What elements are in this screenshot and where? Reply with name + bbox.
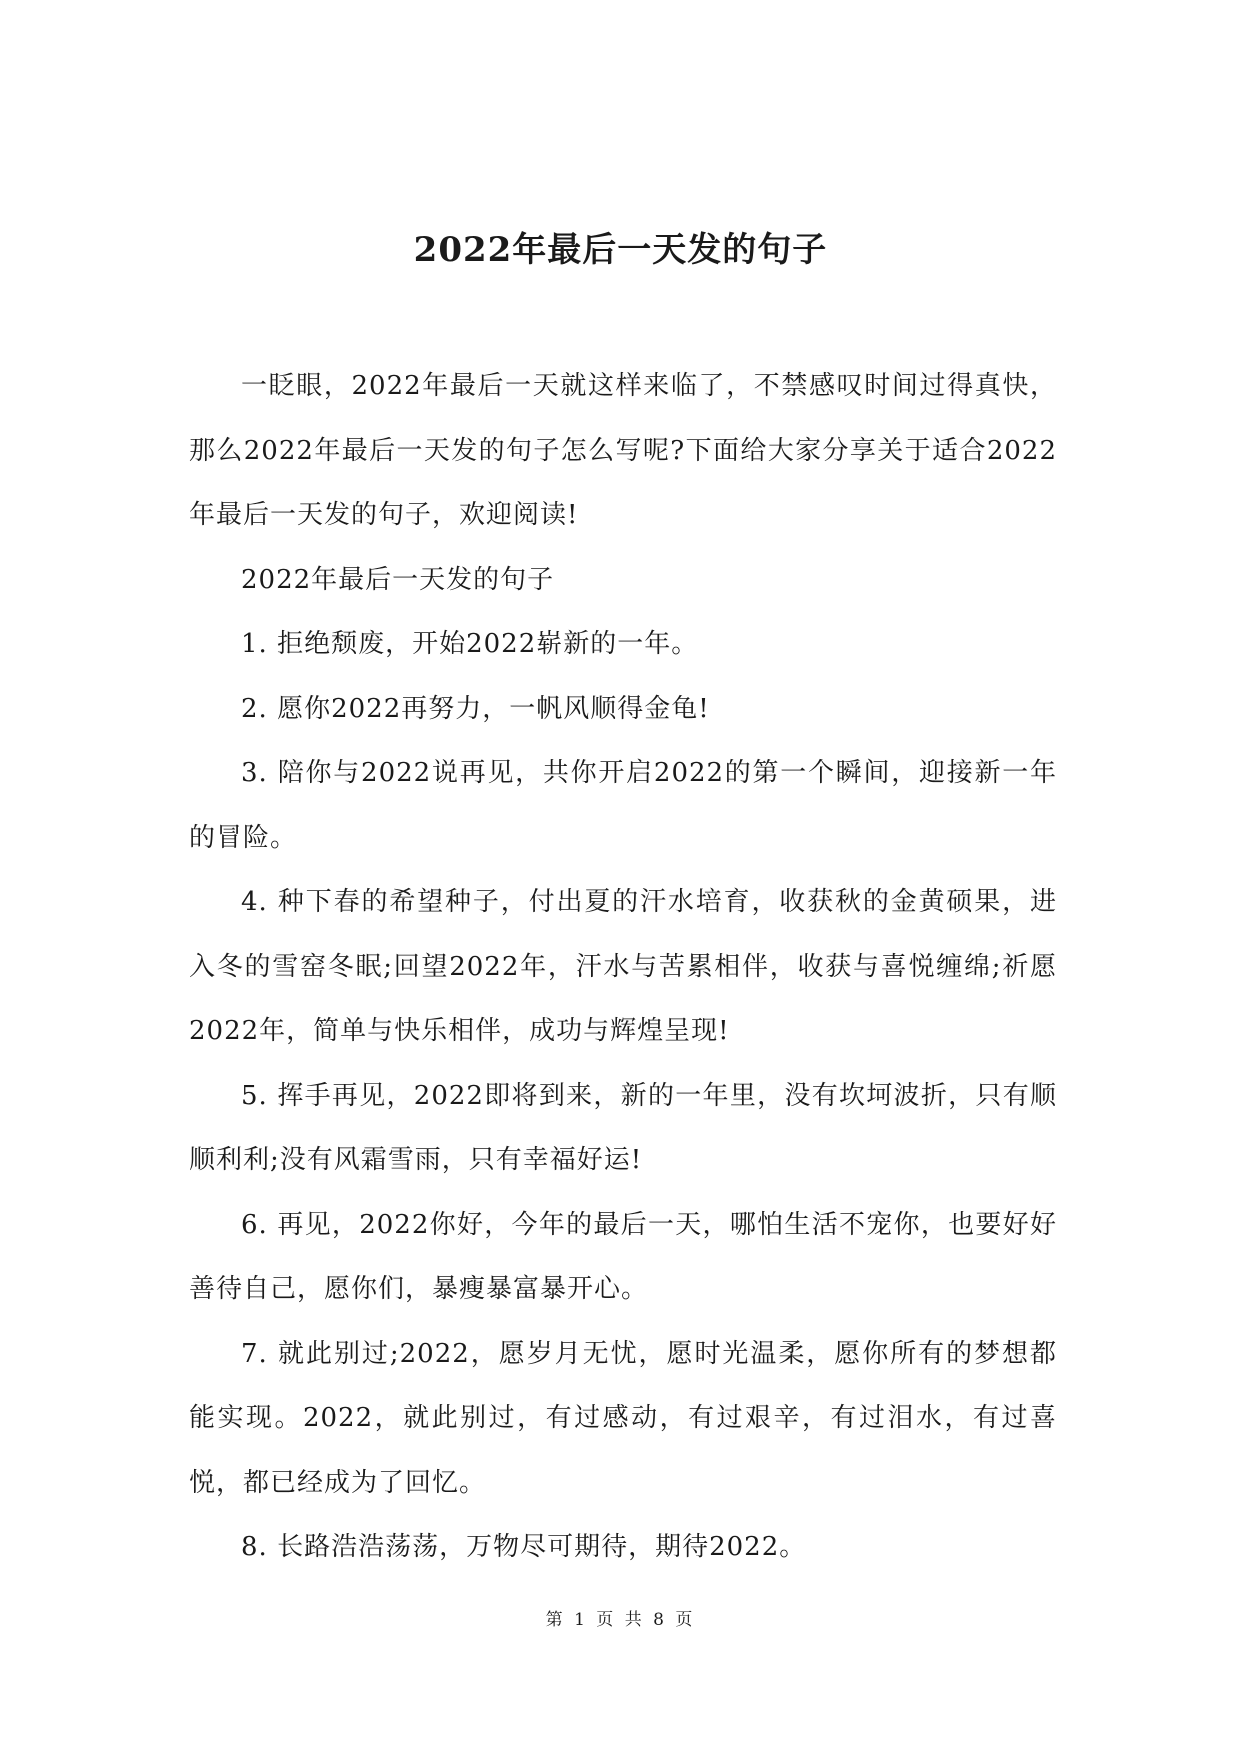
page-footer: 第 1 页 共 8 页 (545, 1610, 696, 1630)
document-title: 2022年最后一天发的句子 (413, 230, 828, 270)
list-item: 7. 就此别过;2022，愿岁月无忧，愿时光温柔，愿你所有的梦想都能实现。2022，就此别过，有过感动，有过艰辛，有过泪水，有过喜悦，都已经成为了回忆。 (189, 1338, 1057, 1498)
intro-paragraph: 一眨眼，2022年最后一天就这样来临了，不禁感叹时间过得真快，那么2022年最后一天发的句子怎么写呢?下面给大家分享关于适合2022年最后一天发的句子，欢迎阅读! (189, 371, 1057, 530)
list-item: 5. 挥手再见，2022即将到来，新的一年里，没有坎坷波折，只有顺顺利利;没有风霜雪雨，只有幸福好运! (189, 1080, 1057, 1175)
list-item: 3. 陪你与2022说再见，共你开启2022的第一个瞬间，迎接新一年的冒险。 (189, 758, 1057, 853)
list-item: 1. 拒绝颓废，开始2022崭新的一年。 (241, 629, 699, 659)
section-heading: 2022年最后一天发的句子 (241, 564, 555, 595)
list-item: 2. 愿你2022再努力，一帆风顺得金龟! (241, 693, 710, 724)
list-item: 6. 再见，2022你好，今年的最后一天，哪怕生活不宠你，也要好好善待自己，愿你们，暴瘦暴富暴开心。 (189, 1209, 1057, 1304)
list-item: 4. 种下春的希望种子，付出夏的汗水培育，收获秋的金黄硕果，进入冬的雪窑冬眠;回望2022年，汗水与苦累相伴，收获与喜悦缠绵;祈愿2022年，简单与快乐相伴，成功与辉煌呈现! (189, 887, 1057, 1046)
document-body (189, 354, 1057, 1580)
list-item: 8. 长路浩浩荡荡，万物尽可期待，期待2022。 (241, 1532, 807, 1562)
